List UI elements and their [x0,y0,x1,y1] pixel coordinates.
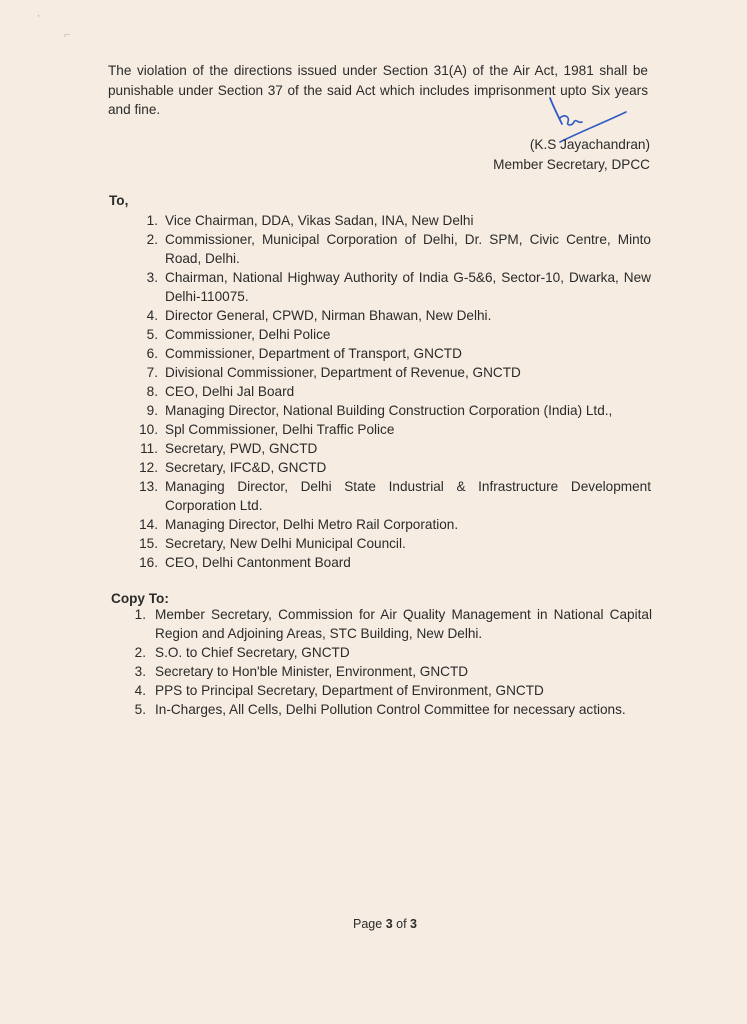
item-number: 2. [134,645,146,660]
signatory-designation: Member Secretary, DPCC [493,156,650,172]
item-number: 4. [146,308,158,323]
item-number: 11. [140,441,158,456]
item-text: Managing Director, National Building Construction Corporation (India) Ltd., [165,403,613,418]
item-number: 3. [134,664,146,679]
list-item [134,344,651,363]
list-item [134,306,651,325]
item-number: 15. [139,536,158,551]
list-item [126,681,652,700]
item-text: CEO, Delhi Jal Board [165,384,295,399]
item-number: 13. [139,479,158,494]
item-number: 16. [139,555,158,570]
item-number: 2. [146,232,158,247]
list-item [134,363,651,382]
list-item [134,515,651,534]
list-item [126,643,652,662]
signatory-block [493,135,650,174]
item-text: CEO, Delhi Cantonment Board [165,555,351,570]
item-text: Commissioner, Municipal Corporation of Delhi, Dr. SPM, Civic Centre, Minto Road, Delhi. [165,232,651,266]
item-text: Secretary to Hon'ble Minister, Environment, GNCTD [155,664,469,679]
item-text: S.O. to Chief Secretary, GNCTD [155,645,350,660]
page-footer [0,917,747,931]
item-text: Commissioner, Department of Transport, GNCTD [165,346,462,361]
list-item [134,382,651,401]
list-item [134,534,651,553]
list-item [134,420,651,439]
total-pages-number: 3 [410,917,417,931]
copy-to-heading: Copy To: [111,591,169,606]
item-number: 10. [139,422,158,437]
item-text: Managing Director, Delhi State Industrial & Infrastructure Development Corporation Ltd. [165,479,651,513]
item-number: 3. [146,270,158,285]
item-number: 9. [146,403,158,418]
item-number: 4. [134,683,146,698]
item-text: Secretary, New Delhi Municipal Council. [165,536,406,551]
item-number: 14. [139,517,158,532]
item-text: In-Charges, All Cells, Delhi Pollution Control Committee for necessary actions. [155,702,626,717]
copy-to-list [126,605,652,719]
list-item [126,700,652,719]
item-text: Managing Director, Delhi Metro Rail Corporation. [165,517,459,532]
item-text: Commissioner, Delhi Police [165,327,331,342]
footer-prefix: Page [353,917,386,931]
list-item [134,268,651,306]
item-number: 12. [139,460,158,475]
item-number: 5. [134,702,146,717]
list-item [134,401,651,420]
item-number: 6. [146,346,158,361]
item-number: 7. [146,365,158,380]
paper-speck: , [37,8,40,19]
list-item [134,325,651,344]
item-number: 5. [146,327,158,342]
item-number: 1. [134,607,146,622]
to-heading: To, [109,193,129,208]
list-item [134,477,651,515]
item-text: Spl Commissioner, Delhi Traffic Police [165,422,395,437]
list-item [134,553,651,572]
footer-of: of [392,917,411,931]
list-item [134,230,651,268]
recipient-list [134,211,651,572]
item-number: 1. [146,213,158,228]
item-text: Chairman, National Highway Authority of India G-5&6, Sector-10, Dwarka, New Delhi-110075. [165,270,651,304]
item-text: Member Secretary, Commission for Air Quality Management in National Capital Region and Adjoining Areas, STC Building, New Delhi. [155,607,652,641]
signatory-name: (K.S Jayachandran) [529,137,650,152]
paper-speck: ⌐ [64,30,70,41]
list-item [126,662,652,681]
item-text: PPS to Principal Secretary, Department of Environment, GNCTD [155,683,544,698]
item-text: Secretary, IFC&D, GNCTD [165,460,327,475]
list-item [134,211,651,230]
list-item [134,458,651,477]
current-page-number: 3 [385,917,393,931]
item-text: Secretary, PWD, GNCTD [165,441,318,456]
item-number: 8. [146,384,158,399]
violation-paragraph: The violation of the directions issued under Section 31(A) of the Air Act, 1981 shall be punishable under Section 37 of the said Act which includes imprisonment upto Six years and fine. [108,63,648,117]
list-item [134,439,651,458]
list-item [126,605,652,643]
item-text: Vice Chairman, DDA, Vikas Sadan, INA, New Delhi [165,213,474,228]
item-text: Divisional Commissioner, Department of Revenue, GNCTD [165,365,521,380]
item-text: Director General, CPWD, Nirman Bhawan, New Delhi. [165,308,492,323]
